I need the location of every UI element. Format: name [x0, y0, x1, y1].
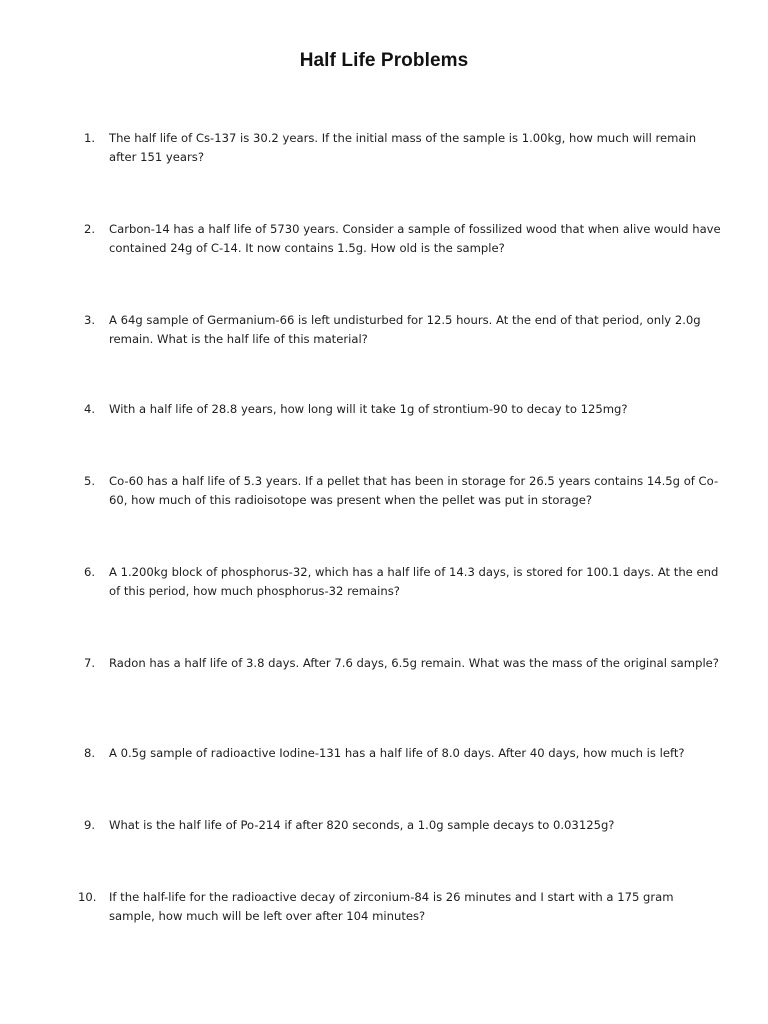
problem-text: The half life of Cs-137 is 30.2 years. If the initial mass of the sample is 1.00kg, how much will remain after 151 years? — [109, 131, 697, 164]
problem-text: What is the half life of Po-214 if after 820 seconds, a 1.0g sample decays to 0.03125g? — [109, 818, 615, 832]
page-title: Half Life Problems — [299, 50, 469, 71]
problem-text: Carbon-14 has a half life of 5730 years. Consider a sample of fossilized wood that when alive would have contained 24g of C-14. It now contains 1.5g. How old is the sample? — [109, 222, 721, 255]
problem-number: 6. — [84, 565, 96, 579]
problem-item — [84, 744, 724, 763]
problem-item — [84, 816, 724, 835]
problem-text: Radon has a half life of 3.8 days. After 7.6 days, 6.5g remain. What was the mass of the original sample? — [109, 656, 719, 670]
problem-item — [84, 220, 724, 258]
problem-number: 10. — [78, 890, 97, 904]
problem-item — [84, 311, 724, 349]
problem-number: 2. — [84, 222, 96, 236]
problem-text: A 64g sample of Germanium-66 is left undisturbed for 12.5 hours. At the end of that period, only 2.0g remain. What is the half life of this material? — [109, 313, 701, 346]
problem-number: 5. — [84, 474, 96, 488]
problem-item — [84, 472, 724, 510]
problem-item — [84, 400, 724, 419]
problem-number: 3. — [84, 313, 96, 327]
problem-number: 7. — [84, 656, 96, 670]
problem-item — [84, 654, 724, 673]
problem-text: If the half-life for the radioactive decay of zirconium-84 is 26 minutes and I start with a 175 gram sample, how much will be left over after 104 minutes? — [109, 890, 674, 923]
problem-text: Co-60 has a half life of 5.3 years. If a pellet that has been in storage for 26.5 years contains 14.5g of Co-60, how much of this radioisotope was present when the pellet was put in storage? — [109, 474, 719, 507]
problem-text: A 1.200kg block of phosphorus-32, which has a half life of 14.3 days, is stored for 100.1 days. At the end of this period, how much phosphorus-32 remains? — [109, 565, 719, 598]
problem-text: A 0.5g sample of radioactive Iodine-131 has a half life of 8.0 days. After 40 days, how much is left? — [109, 746, 685, 760]
problem-item — [78, 888, 718, 926]
problem-number: 9. — [84, 818, 96, 832]
problem-item — [84, 129, 724, 167]
problem-number: 4. — [84, 402, 96, 416]
problem-number: 8. — [84, 746, 96, 760]
problem-number: 1. — [84, 131, 96, 145]
problem-item — [84, 563, 724, 601]
problem-text: With a half life of 28.8 years, how long will it take 1g of strontium-90 to decay to 125mg? — [109, 402, 628, 416]
